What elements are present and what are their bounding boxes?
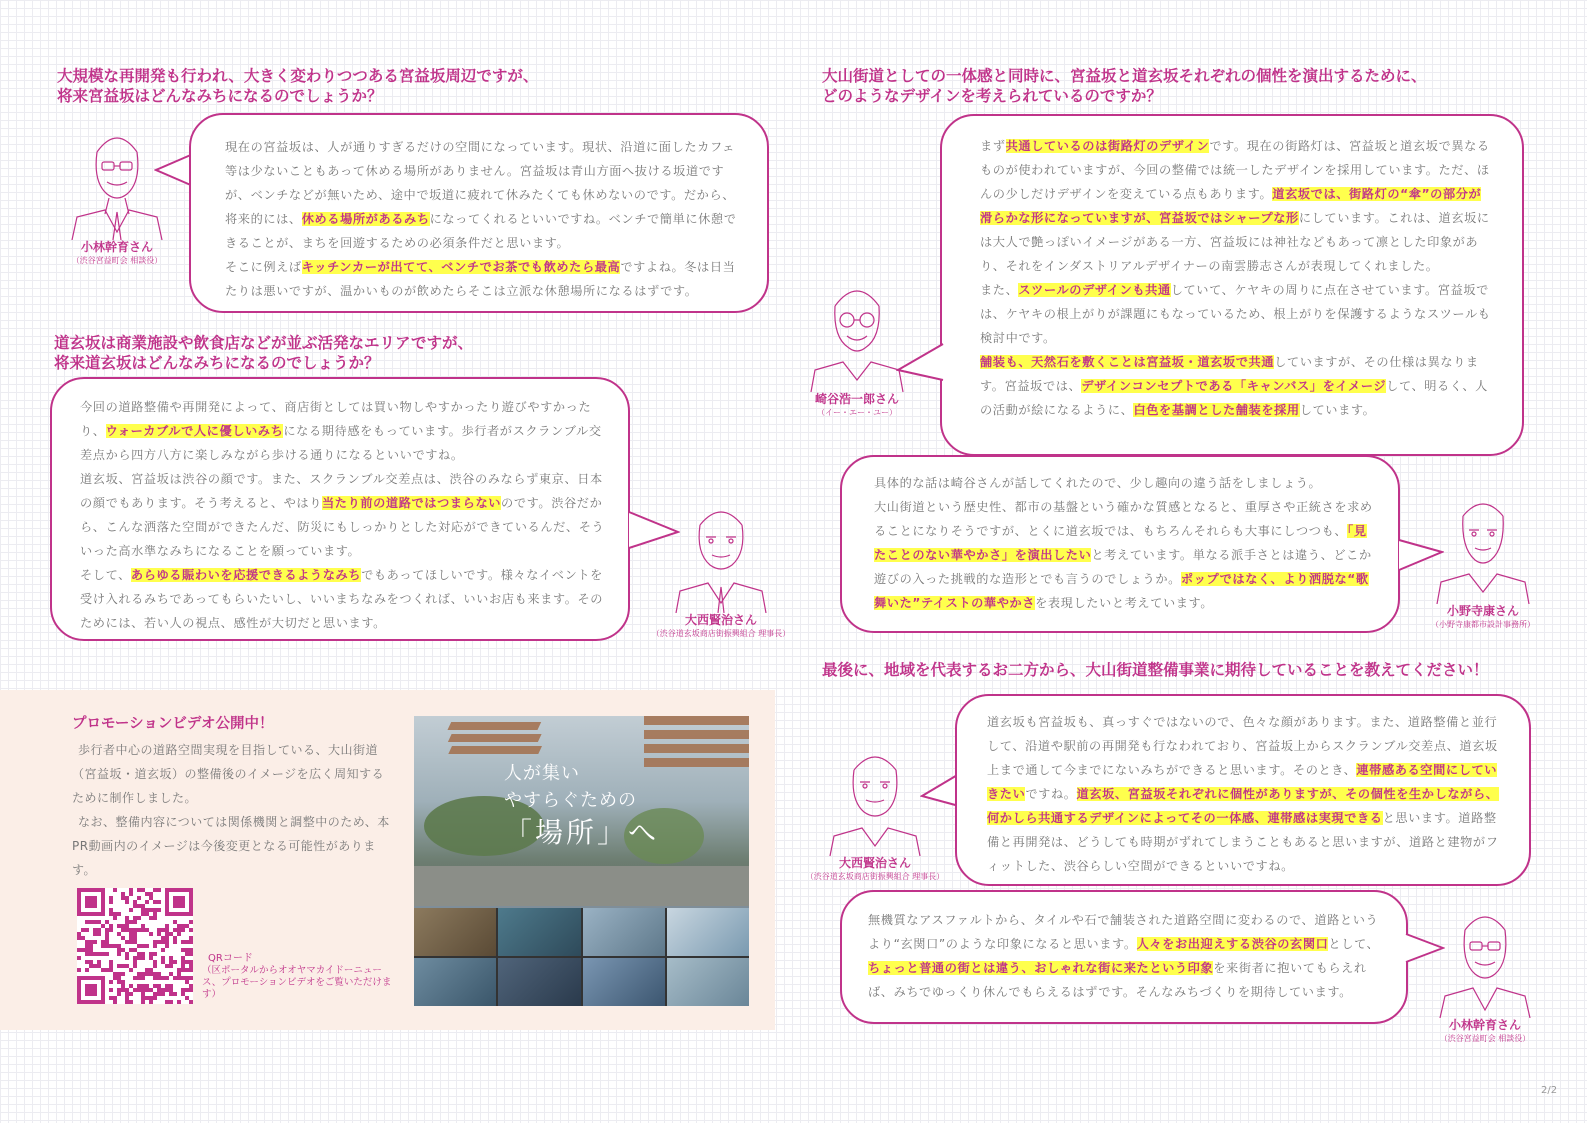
answer-text: になる期待感をもっています。歩行者がスクランブル交差点から四方八方に楽しみながら歩ける通りになるといいですね。 (80, 424, 602, 462)
portrait-illustration (1433, 490, 1533, 604)
speaker-onodera (1418, 490, 1548, 630)
answer-text: を来街者に抱いてもらえれば、みちでゆっくり休んでもらえるはずです。そんなみちづくりを期待しています。 (868, 961, 1367, 999)
question-line: 大規模な再開発も行われ、大きく変わりつつある宮益坂周辺ですが、 (57, 67, 539, 85)
speaker-name: 小林幹育さん (1448, 1018, 1521, 1032)
highlight-text: 舗装も、天然石を敷くことは宮益坂・道玄坂で共通 (980, 355, 1275, 369)
answer-text: していて、ケヤキの周りに点在させています。宮益坂では、ケヤキの根上がりが課題にもなっているため、根上がりを保護するようなスツールも検討中です。 (980, 283, 1491, 345)
question-heading (822, 660, 1489, 680)
promotion-paragraph: 歩行者中心の道路空間実現を目指している、大山街道（宮益坂・道玄坂）の整備後のイメージを広く周知するために制作しました。 (72, 743, 385, 805)
speaker-role: （渋谷宮益町会 相談役） (1439, 1034, 1531, 1043)
highlight-text: キッチンカーが出てて、ベンチでお茶でも飲めたら最高 (301, 260, 621, 274)
highlight-text: デザインコンセプトである「キャンバス」をイメージ (1081, 379, 1387, 393)
question-heading (57, 66, 538, 106)
answer-text: して、明るく、人の活動が絵になるように、 (980, 379, 1488, 417)
answer-text: と考えています。単なる派手さとは違う、どこか遊びの入った挑戦的な造形とでも言うのでしょうか。 (874, 548, 1372, 586)
promotion-paragraph: なお、整備内容については関係機関と調整中のため、本PR動画内のイメージは今後変更となる可能性があります。 (72, 815, 390, 877)
answer-text: まず (980, 139, 1006, 153)
video-frame (667, 958, 749, 1006)
answer-bubble (189, 113, 769, 313)
answer-text: ですよね。冬は日当たりは悪いですが、温かいものが飲めたらそこは立派な休憩場所になるはずです。 (225, 260, 736, 298)
speaker-role: （小野寺康都市設計事務所） (1431, 620, 1535, 629)
highlight-text: 人々をお出迎えする渋谷の玄関口 (1136, 937, 1329, 951)
highlight-text: 道玄坂では、街路灯の“傘”の部分が滑らかな形になっていますが、宮益坂ではシャープな形 (980, 187, 1482, 225)
answer-bubble (955, 694, 1531, 886)
video-frame (414, 958, 496, 1006)
speaker-name: 崎谷浩一郎さん (814, 392, 899, 406)
video-frame (498, 958, 580, 1006)
highlight-text: 白色を基調とした舗装を採用 (1133, 403, 1300, 417)
answer-text: していますが、その仕様は異なります。宮益坂では、 (980, 355, 1479, 393)
highlight-text: スツールのデザインも共通 (1018, 283, 1171, 297)
video-caption-line: やすらぐための (504, 790, 637, 811)
highlight-text: 道玄坂、宮益坂それぞれに個性がありますが、その個性を生かしながら、何かしら共通するデザインによってその一体感、連帯感は実現できる (987, 787, 1499, 825)
promotion-panel (0, 690, 775, 1030)
speaker-role: （渋谷道玄坂商店街振興組合 理事長） (651, 629, 791, 638)
answer-bubble (50, 377, 630, 641)
highlight-text: 共通しているのは街路灯のデザイン (1005, 139, 1210, 153)
answer-text: そして、 (80, 568, 131, 582)
answer-text: でもあってほしいです。様々なイベントを受け入れるみちであってもらいたいし、いいまちなみをつくれば、いいお店も来ます。そのためには、若い人の視点、感性が大切だと思います。 (80, 568, 604, 630)
video-caption-line: 「場所」へ (504, 816, 660, 849)
answer-text: になってくれるといいですね。ベンチで簡単に休憩できることが、まちを回遊するための必須条件だと思います。 (225, 212, 737, 250)
question-line: 大山街道としての一体感と同時に、宮益坂と道玄坂それぞれの個性を演出するために、 (822, 67, 1427, 85)
answer-text: 具体的な話は崎谷さんが話してくれたので、少し趣向の違う話をしましょう。 (874, 476, 1322, 490)
answer-text: です。現在の街路灯は、宮益坂と道玄坂で異なるものが使われていますが、今回の整備では統一したデザインを採用しています。ただ、ほんの少しだけデザインを変えている点もあります。 (980, 139, 1490, 201)
portrait-illustration (1435, 902, 1535, 1018)
question-line: 将来道玄坂はどんなみちになるのでしょうか？ (54, 354, 380, 372)
qr-code[interactable] (77, 888, 193, 1004)
answer-text: として、 (1328, 937, 1380, 951)
speaker-sakitani (800, 276, 914, 418)
portrait-illustration (807, 276, 907, 392)
bubble-tail (920, 770, 960, 812)
promotion-video[interactable] (414, 716, 749, 1006)
answer-text: のです。渋谷だから、こんな洒落た空間ができたんだ、防災にもしっかりとした対応ができているんだ、そういった高水準なみちになることを願っています。 (80, 496, 605, 558)
question-line: どのようなデザインを考えられているのですか？ (822, 87, 1162, 105)
qr-note: （区ポータルからオオヤマカイドーニュース、プロモーションビデオをご覧いただけます） (202, 965, 392, 1000)
highlight-text: 休める場所があるみち (301, 212, 430, 226)
qr-label: QRコード (208, 953, 253, 964)
answer-text: にしています。これは、道玄坂には大人で艶っぽいイメージがある一方、宮益坂には神社などもあって凛とした印象があり、それをインダストリアルデザイナーの南雲勝志さんが表現してくれました。 (980, 211, 1490, 273)
answer-text: を表現したいと考えています。 (1035, 596, 1214, 610)
bubble-tail (154, 150, 194, 192)
video-frame (667, 908, 749, 956)
speaker-onishi (800, 742, 950, 882)
answer-text: 大山街道という歴史性、都市の基盤という確かな質感となると、重厚さや正統さを求めることになりそうですが、とくに道玄坂では、もちろんそれらも大事にしつつも、 (874, 500, 1373, 538)
speaker-onishi (646, 495, 796, 639)
video-thumbnail (414, 716, 749, 906)
video-caption-line: 人が集い (504, 763, 580, 784)
highlight-text: 連帯感ある空間にしていきたい (987, 763, 1498, 801)
answer-bubble (940, 114, 1524, 456)
answer-text: また、 (980, 283, 1019, 297)
video-frame (498, 908, 580, 956)
speaker-role: （イー・エー・ユー） (817, 408, 897, 417)
highlight-text: 「見たことのない華やかさ」を演出したい (874, 524, 1367, 562)
video-frame (583, 958, 665, 1006)
promotion-description (72, 738, 392, 882)
highlight-text: ウォーカブルで人に優しいみち (105, 424, 284, 438)
answer-text: 今回の道路整備や再開発によって、商店街としては買い物しやすかったり遊びやすかったり、 (80, 400, 592, 438)
speaker-role: （渋谷宮益町会 相談役） (71, 256, 163, 265)
speaker-name: 大西賢治さん (838, 856, 911, 870)
speaker-name: 大西賢治さん (684, 613, 757, 627)
portrait-illustration (666, 495, 776, 613)
question-heading (54, 333, 473, 373)
question-line: 最後に、地域を代表するお二方から、大山街道整備事業に期待していることを教えてください！ (822, 661, 1489, 679)
highlight-text: ちょっと普通の街とは違う、おしゃれな街に来たという印象 (868, 961, 1214, 975)
speaker-kobayashi (1420, 902, 1550, 1044)
answer-text: 道玄坂も宮益坂も、真っすぐではないので、色々な顔があります。また、道路整備と並行して、沿道や駅前の再開発も行なわれており、宮益坂上からスクランブル交差点、道玄坂上まで通して今までにないみちができると思います。そのとき、 (987, 715, 1498, 777)
answer-bubble (840, 455, 1400, 633)
portrait-illustration (67, 122, 167, 240)
speaker-role: （渋谷道玄坂商店街振興組合 理事長） (805, 872, 945, 881)
answer-text: 無機質なアスファルトから、タイルや石で舗装された道路空間に変わるので、道路というより“玄関口”のような印象になると思います。 (868, 913, 1379, 951)
answer-text: そこに例えば (225, 260, 302, 274)
answer-text: と思います。道路整備と再開発は、どうしても時期がずれてしまうこともあると思いますが、道路と建物がフィットした、渋谷らしい空間ができるといいですね。 (987, 811, 1499, 873)
answer-text: ですね。 (1025, 787, 1077, 801)
qr-code-graphic (77, 888, 193, 1004)
video-caption (504, 760, 659, 852)
highlight-text: ポップではなく、より洒脱な“歌舞いた”テイストの華やかさ (874, 572, 1369, 610)
answer-text: 道玄坂、宮益坂は渋谷の顔です。また、スクランブル交差点は、渋谷のみならず東京、日本の顔でもあります。そう考えると、やはり (80, 472, 603, 510)
question-heading (822, 66, 1427, 106)
page-number: 2/2 (1541, 1085, 1558, 1096)
promotion-title: プロモーションビデオ公開中！ (72, 716, 274, 732)
question-line: 道玄坂は商業施設や飲食店などが並ぶ活発なエリアですが、 (54, 334, 473, 352)
video-frame (414, 908, 496, 956)
highlight-text: あらゆる賑わいを応援できるようなみち (130, 568, 362, 582)
video-frame (583, 908, 665, 956)
speaker-name: 小野寺康さん (1446, 604, 1519, 618)
portrait-illustration (820, 742, 930, 856)
answer-text: しています。 (1299, 403, 1376, 417)
speaker-name: 小林幹育さん (80, 240, 153, 254)
answer-bubble (840, 890, 1408, 1024)
speaker-kobayashi (52, 122, 182, 266)
video-frames (414, 908, 749, 1006)
highlight-text: 当たり前の道路ではつまらない (322, 496, 502, 510)
answer-text: 現在の宮益坂は、人が通りすぎるだけの空間になっています。現状、沿道に面したカフェ等は少ないこともあって休める場所がありません。宮益坂は青山方面へ抜ける坂道ですが、ベンチなどが無いため、途中で坂道に疲れて休みたくても休めないのです。だから、将来的には、 (225, 140, 736, 226)
question-line: 将来宮益坂はどんなみちになるのでしょうか？ (57, 87, 383, 105)
